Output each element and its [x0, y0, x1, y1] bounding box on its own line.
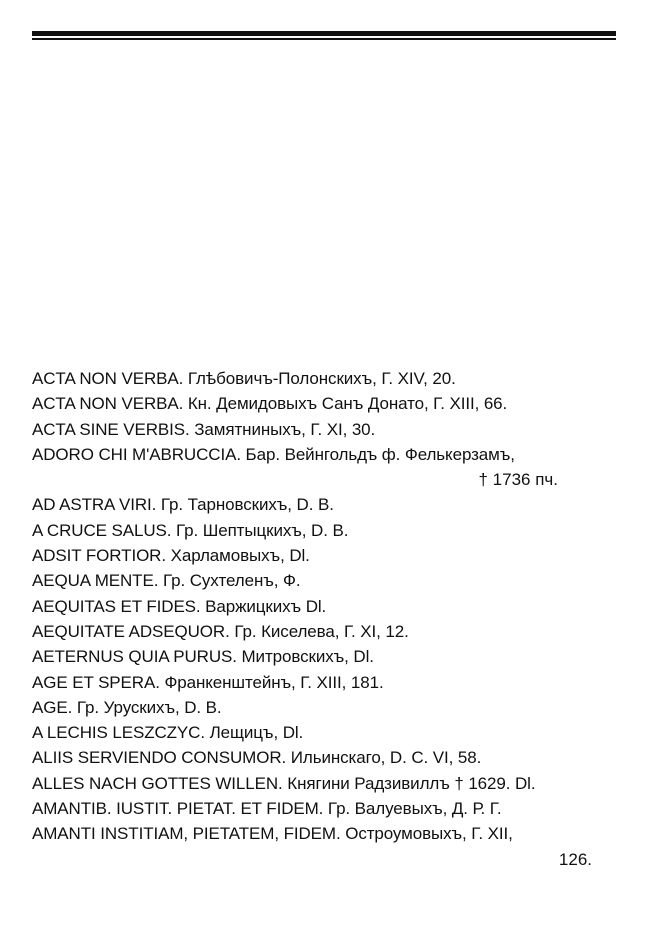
motto-entry: AGE ET SPERA. Франкенштейнъ, Г. XIII, 181.	[32, 672, 384, 692]
motto-entry-continuation: † 1736 пч.	[478, 470, 558, 490]
motto-entry: ALLES NACH GOTTES WILLEN. Княгини Радзивиллъ † 1629. Dl.	[32, 773, 536, 793]
motto-entry: ACTA NON VERBA. Глѣбовичъ-Полонскихъ, Г. XIV, 20.	[32, 369, 456, 388]
motto-entry: AD ASTRA VIRI. Гр. Тарновскихъ, D. B.	[32, 495, 334, 515]
top-rule	[32, 31, 616, 36]
motto-entry: AEQUITATE ADSEQUOR. Гр. Киселева, Г. XI, 12.	[32, 621, 409, 641]
motto-entry: AEQUITAS ET FIDES. Варжицкихъ Dl.	[32, 596, 327, 616]
motto-entry-continuation: 126.	[558, 849, 592, 869]
motto-entry: ACTA SINE VERBIS. Замятниныхъ, Г. XI, 30.	[32, 419, 376, 439]
motto-entry: AMANTI INSTITIAM, PIETATEM, FIDEM. Остроумовыхъ, Г. XII,	[32, 824, 513, 844]
motto-entry: A CRUCE SALUS. Гр. Шептыцкихъ, D. B.	[32, 520, 349, 540]
motto-list	[32, 366, 616, 872]
motto-entry: ADSIT FORTIOR. Харламовыхъ, Dl.	[32, 546, 310, 566]
motto-entry: AGE. Гр. Урускихъ, D. B.	[32, 697, 222, 717]
motto-entry: AEQUA MENTE. Гр. Сухтеленъ, Ф.	[32, 571, 301, 591]
motto-entry: A LECHIS LESZCZYC. Лещицъ, Dl.	[32, 723, 304, 743]
motto-entry: ACTA NON VERBA. Кн. Демидовыхъ Санъ Донато, Г. XIII, 66.	[32, 394, 508, 414]
top-rule-thin	[32, 38, 616, 40]
motto-entry: ADORO CHI M'ABRUCCIA. Бар. Вейнгольдъ ф. Фелькерзамъ,	[32, 444, 515, 464]
motto-entry: AETERNUS QUIA PURUS. Митровскихъ, Dl.	[32, 647, 374, 667]
motto-entry: AMANTIB. IUSTIT. PIETAT. ET FIDEM. Гр. Валуевыхъ, Д. Р. Г.	[32, 799, 502, 819]
motto-entry: ALIIS SERVIENDO CONSUMOR. Ильинскаго, D. C. VI, 58.	[32, 748, 482, 768]
